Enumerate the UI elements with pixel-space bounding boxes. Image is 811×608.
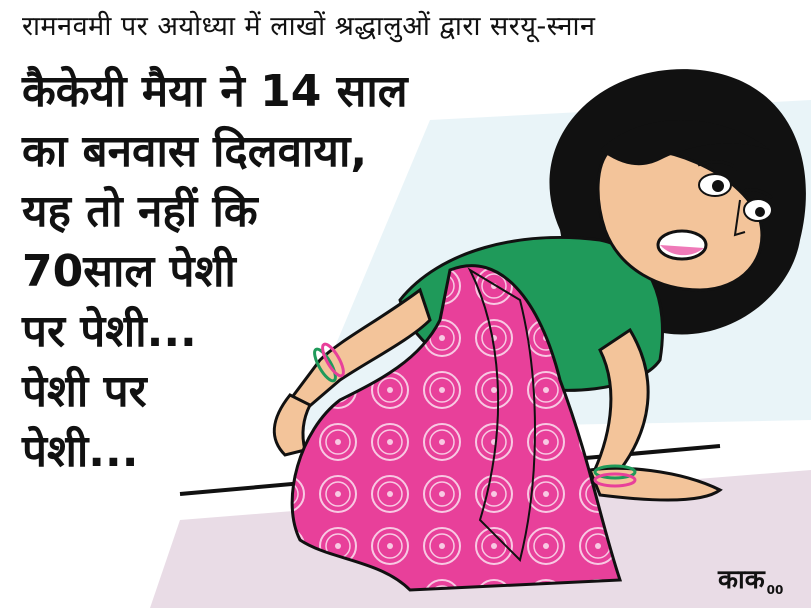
- caption-line: 70साल पेशी: [22, 246, 236, 297]
- cartoonist-signature: [718, 560, 783, 597]
- caption-line: का बनवास दिलवाया,: [22, 126, 368, 177]
- signature-year: 00: [766, 583, 784, 598]
- caption-line: पेशी...: [22, 426, 139, 477]
- caption-line: कैकेयी मैया ने 14 साल: [22, 66, 408, 117]
- caption-line: पेशी पर: [22, 366, 147, 417]
- caption-line: यह तो नहीं कि: [22, 186, 258, 237]
- pupil-right: [755, 207, 765, 217]
- signature-name: काक: [718, 565, 765, 595]
- caption-line: पर पेशी...: [22, 306, 197, 357]
- pupil-left: [712, 180, 724, 192]
- cartoon-headline: रामनवमी पर अयोध्या में लाखों श्रद्धालुओं द्वारा सरयू-स्नान: [22, 11, 596, 42]
